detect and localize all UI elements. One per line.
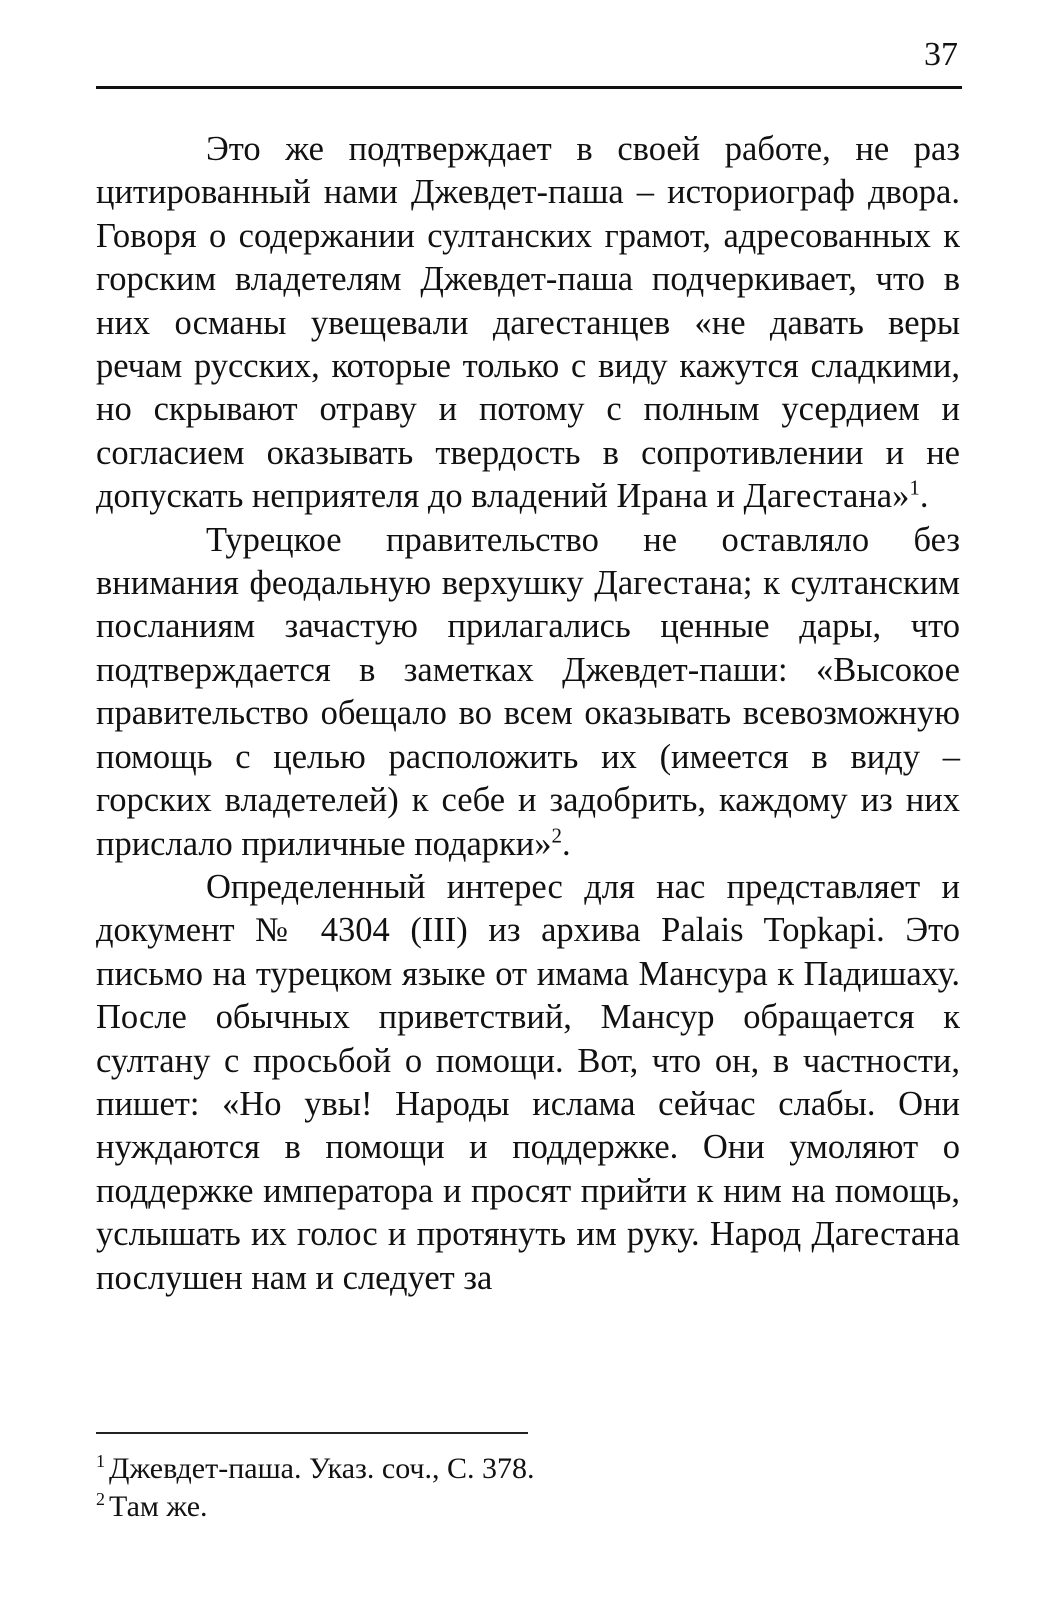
footnote-1-number: 1: [96, 1451, 105, 1471]
footnote-1: [96, 1450, 960, 1488]
paragraph-3: [96, 866, 960, 1300]
footnote-1-text: Джевдет-паша. Указ. соч., С. 378.: [109, 1452, 535, 1485]
footnote-rule: [96, 1432, 528, 1434]
body-text: [96, 128, 960, 1300]
footnotes: [96, 1450, 960, 1526]
paragraph-2: [96, 519, 960, 866]
paragraph-2-text: Турецкое правительство не оставляло без внимания феодальную верхушку Дагестана; к султанским посланиям зачастую прилагались ценные дары, что подтверждается в заметках Джевдет-паши: «Высокое правительство обещало во всем оказывать всевозможную помощь с целью расположить их (имеется в виду – горских владетелей) к себе и задобрить, каждому из них прислало приличные подарки»: [96, 520, 960, 863]
footnote-2: [96, 1488, 960, 1526]
paragraph-1-text: Это же подтверждает в своей работе, не раз цитированный нами Джевдет-паша – историограф двора. Говоря о содержании султанских грамот, адресованных к горским владетелям Джевдет-паша подчеркивает, что в них османы увещевали дагестанцев «не давать веры речам русских, которые только с виду кажутся сладкими, но скрывают отраву и потому с полным усердием и согласием оказывать твердость в сопротивлении и не допускать неприятеля до владений Ирана и Дагестана»: [96, 130, 960, 516]
page-number: 37: [924, 36, 958, 73]
header-rule: [96, 86, 962, 89]
paragraph-2-tail: .: [562, 824, 571, 863]
footnote-ref-2: 2: [551, 823, 563, 847]
footnote-2-number: 2: [96, 1489, 105, 1509]
paragraph-1: [96, 128, 960, 519]
paragraph-3-text: Определенный интерес для нас представляет и документ № 4304 (III) из архива Palais Topkapi. Это письмо на турецком языке от имама Мансура к Падишаху. После обычных приветствий, Мансур обращается к султану с просьбой о помощи. Вот, что он, в частности, пишет: «Но увы! Народы ислама сейчас слабы. Они нуждаются в помощи и поддержке. Они умоляют о поддержке императора и просят прийти к ним на помощь, услышать их голос и протянуть им руку. Народ Дагестана послушен нам и следует за: [96, 867, 960, 1297]
footnote-ref-1: 1: [909, 475, 920, 500]
paragraph-1-tail: .: [919, 477, 929, 516]
footnote-2-text: Там же.: [109, 1490, 208, 1523]
